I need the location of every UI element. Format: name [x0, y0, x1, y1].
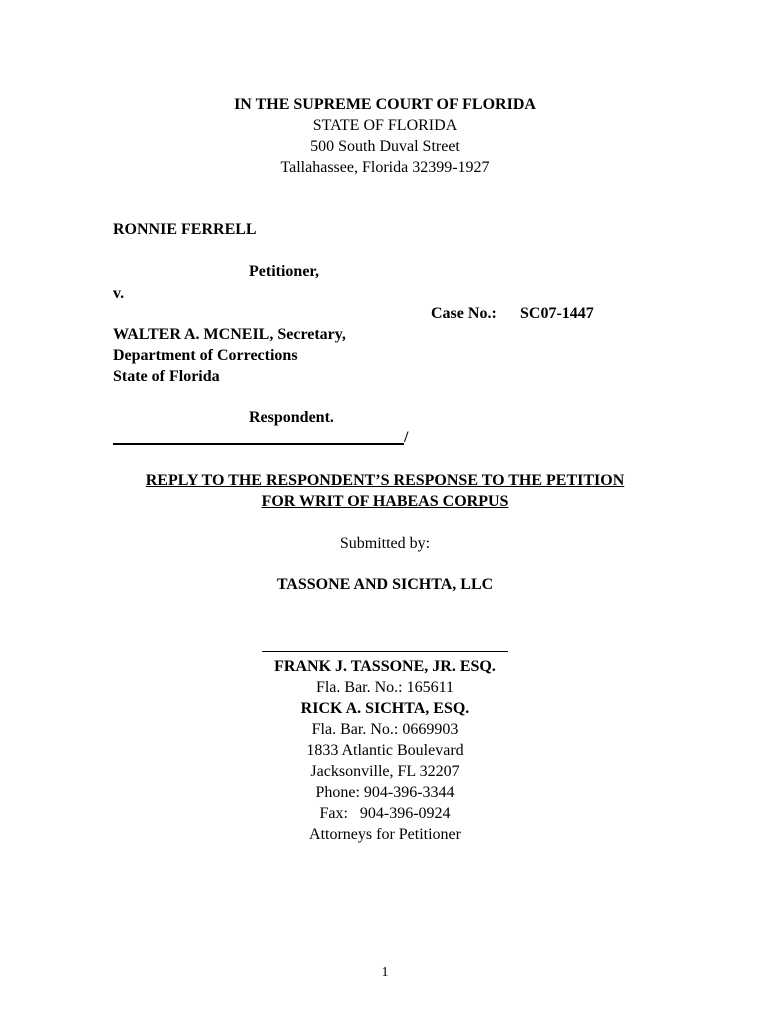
- address-line-2: Jacksonville, FL 32207: [310, 763, 460, 780]
- fax-number: Fax: 904-396-0924: [319, 805, 451, 822]
- court-city: Tallahassee, Florida 32399-1927: [280, 159, 490, 176]
- caption-slash: /: [404, 429, 409, 446]
- attorney2-name: RICK A. SICHTA, ESQ.: [300, 700, 470, 717]
- respondent-department: Department of Corrections: [113, 347, 298, 364]
- court-header: [0, 94, 770, 178]
- attorney2-bar-number: Fla. Bar. No.: 0669903: [311, 721, 459, 738]
- petitioner-name: RONNIE FERRELL: [113, 221, 257, 238]
- caption-rule: [113, 443, 404, 445]
- signature-line: [262, 651, 508, 652]
- petitioner-role: Petitioner,: [249, 263, 320, 280]
- title-line-2: FOR WRIT OF HABEAS CORPUS: [261, 493, 509, 510]
- respondent-state: State of Florida: [113, 368, 220, 385]
- case-number-label: Case No.:: [431, 305, 497, 322]
- phone-number: Phone: 904-396-3344: [315, 784, 455, 801]
- attorney1-name: FRANK J. TASSONE, JR. ESQ.: [274, 658, 496, 675]
- respondent-role: Respondent.: [249, 409, 334, 426]
- attorney1-bar-number: Fla. Bar. No.: 165611: [315, 679, 455, 696]
- court-name: IN THE SUPREME COURT OF FLORIDA: [234, 96, 536, 113]
- respondent-name: WALTER A. MCNEIL, Secretary,: [113, 326, 346, 343]
- firm-name: TASSONE AND SICHTA, LLC: [276, 576, 494, 593]
- page-number: 1: [381, 965, 389, 980]
- court-street: 500 South Duval Street: [310, 138, 460, 155]
- court-state: STATE OF FLORIDA: [312, 117, 458, 134]
- attorney-role: Attorneys for Petitioner: [309, 826, 461, 843]
- case-number: SC07-1447: [520, 305, 594, 322]
- document-title: [0, 470, 770, 512]
- submitted-by: Submitted by:: [339, 535, 431, 552]
- title-line-1: REPLY TO THE RESPONDENT’S RESPONSE TO THE PETITION: [145, 472, 625, 489]
- address-line-1: 1833 Atlantic Boulevard: [306, 742, 464, 759]
- versus-label: v.: [113, 285, 125, 302]
- attorney-block: [0, 656, 770, 845]
